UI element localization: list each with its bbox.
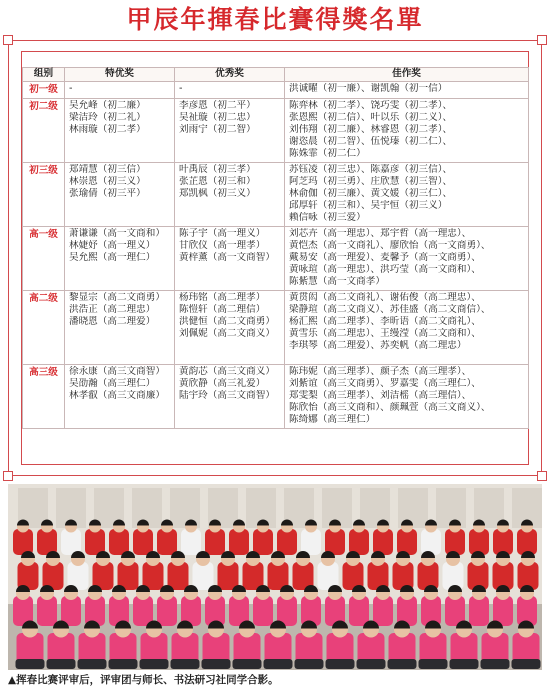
person-body bbox=[109, 529, 129, 555]
person-legs bbox=[171, 659, 200, 669]
winner-entry: 刘紫谊（高三文商勇）、罗嘉雯（高三理仁）、 bbox=[289, 378, 481, 390]
person-body bbox=[393, 562, 414, 590]
person-body bbox=[349, 596, 369, 626]
winner-entry: 叶禹辰（初三孝） bbox=[179, 164, 256, 176]
person-body bbox=[445, 529, 465, 555]
table-row bbox=[23, 163, 529, 227]
winner-entry: 吴祉璇（初二忠） bbox=[179, 112, 256, 124]
winner-entry: 张芷恩（初三和） bbox=[179, 176, 256, 188]
winner-entry: 陈玮妮（高三理孝）、颜子杰（高三理孝）、 bbox=[289, 366, 472, 378]
grade-cell: 初三级 bbox=[23, 163, 65, 227]
winner-entry: 潘晓恩（高二理爱） bbox=[69, 316, 156, 328]
excellent-award-cell bbox=[175, 365, 285, 429]
winner-entry: 甘欣仪（高一理孝） bbox=[179, 240, 266, 252]
person-legs bbox=[512, 659, 541, 669]
person-legs bbox=[109, 659, 138, 669]
person-body bbox=[205, 529, 225, 555]
winner-entry: 黄恺杰（高一文商礼）、廖欣怡（高一文商勇）、 bbox=[289, 240, 491, 252]
excellent-award-cell bbox=[175, 82, 285, 99]
person-body bbox=[133, 596, 153, 626]
winner-entry: 洪健恒（高二文商勇） bbox=[179, 316, 275, 328]
excellent-award-cell bbox=[175, 163, 285, 227]
winner-entry: 苏钰凌（初三忠）、陈嘉彦（初三信）、 bbox=[289, 164, 453, 176]
person-legs bbox=[202, 659, 231, 669]
winner-entry: 张瑜倩（初三平） bbox=[69, 188, 146, 200]
winner-entry: 陈紫慧（高一文商孝） bbox=[289, 276, 385, 288]
winner-entry: 黄咏瑄（高一理忠）、洪巧莹（高一文商和）、 bbox=[289, 264, 481, 276]
person-legs bbox=[419, 659, 448, 669]
winner-entry: 萧谦谦（高一文商和） bbox=[69, 228, 165, 240]
person-body bbox=[253, 529, 273, 555]
winner-entry: 阿芝玛（初三勇）、庄欣慧（初三智）、 bbox=[289, 176, 453, 188]
merit-award-cell bbox=[285, 227, 529, 291]
person-legs bbox=[47, 659, 76, 669]
winner-entry: 张恩熙（初二信）、叶以乐（初二义）、 bbox=[289, 112, 453, 124]
winner-entry: 陈弈林（初二孝）、饶巧雯（初二孝）、 bbox=[289, 100, 453, 112]
page-title: 甲辰年揮春比賽得獎名單 bbox=[126, 5, 424, 34]
person-legs bbox=[16, 659, 45, 669]
winner-entry: 黄梓薰（高一文商智） bbox=[179, 252, 275, 264]
special-award-cell bbox=[65, 163, 175, 227]
frame-corner bbox=[537, 471, 547, 481]
merit-award-cell bbox=[285, 163, 529, 227]
grade-cell: 高二级 bbox=[23, 291, 65, 365]
special-award-cell bbox=[65, 99, 175, 163]
winner-entry: 林雨璇（初二孝） bbox=[69, 124, 146, 136]
person-legs bbox=[357, 659, 386, 669]
winner-entry: 洪浩正（高二理忠） bbox=[69, 304, 156, 316]
header-merit-award: 佳作奖 bbox=[285, 68, 529, 82]
winner-entry: 林俞伽（初三廉）、黄文媛（初三仁）、 bbox=[289, 188, 453, 200]
person-body bbox=[421, 529, 441, 555]
table-row bbox=[23, 227, 529, 291]
winner-entry: 黄贯闳（高二文商礼）、谢佑俊（高二理忠）、 bbox=[289, 292, 481, 304]
table-row bbox=[23, 291, 529, 365]
winner-entry: 谢恣晨（初二智）、伍悦瑧（初二仁）、 bbox=[289, 136, 453, 148]
table-header-row bbox=[23, 68, 529, 82]
person-body bbox=[193, 562, 214, 590]
person-body bbox=[397, 529, 417, 555]
winner-entry: 刘雨宁（初二智） bbox=[179, 124, 256, 136]
person-body bbox=[373, 529, 393, 555]
person-body bbox=[229, 529, 249, 555]
table-row bbox=[23, 365, 529, 429]
person-body bbox=[13, 529, 33, 555]
special-award-cell bbox=[65, 227, 175, 291]
merit-award-cell bbox=[285, 82, 529, 99]
excellent-award-cell bbox=[175, 99, 285, 163]
winner-entry: 陈子宇（高一理义） bbox=[179, 228, 266, 240]
person-body bbox=[37, 596, 57, 626]
winner-entry: 陈欣怡（高三文商和）、颜珮萱（高三文商义）、 bbox=[289, 402, 491, 414]
table-row bbox=[23, 99, 529, 163]
winner-entry: 陆宇玲（高三文商智） bbox=[179, 390, 275, 402]
header-excellent-award: 优秀奖 bbox=[175, 68, 285, 82]
winner-entry: 陈愷轩（高二理信） bbox=[179, 304, 266, 316]
merit-award-cell bbox=[285, 291, 529, 365]
winner-entry: 林孝叡（高三文商廉） bbox=[69, 390, 165, 402]
winner-entry: 梁洁玲（初二礼） bbox=[69, 112, 146, 124]
frame-corner bbox=[3, 471, 13, 481]
winner-entry: 李琪琴（高二理爱）、苏奕帆（高二理忠） bbox=[289, 340, 467, 352]
winner-entry: 郑靖慧（初三信） bbox=[69, 164, 146, 176]
grade-cell: 高三级 bbox=[23, 365, 65, 429]
special-award-cell bbox=[65, 365, 175, 429]
person-legs bbox=[78, 659, 107, 669]
winner-entry: 梁静瑄（高二文商义）、苏佳盛（高二文商信）、 bbox=[289, 304, 491, 316]
special-award-cell bbox=[65, 82, 175, 99]
winner-entry: 陈绮娜（高三理仁） bbox=[289, 414, 376, 426]
person-body bbox=[157, 596, 177, 626]
winner-entry: 黄欣静（高三礼爱） bbox=[179, 378, 266, 390]
merit-award-cell bbox=[285, 365, 529, 429]
merit-award-cell bbox=[285, 99, 529, 163]
winner-entry: 徐永康（高三文商智） bbox=[69, 366, 165, 378]
frame-corner bbox=[3, 35, 13, 45]
person-legs bbox=[450, 659, 479, 669]
winner-entry: - bbox=[179, 83, 183, 94]
person-body bbox=[181, 529, 201, 555]
person-body bbox=[133, 529, 153, 555]
person-body bbox=[218, 562, 239, 590]
winner-entry: 陈姝霏（初二仁） bbox=[289, 148, 366, 160]
winner-entry: 郑凯枫（初三义） bbox=[179, 188, 256, 200]
excellent-award-cell bbox=[175, 227, 285, 291]
group-photo-illustration bbox=[8, 484, 542, 670]
person-legs bbox=[481, 659, 510, 669]
person-legs bbox=[233, 659, 262, 669]
person-legs bbox=[264, 659, 293, 669]
winner-entry: 黄韵芯（高三文商义） bbox=[179, 366, 275, 378]
excellent-award-cell bbox=[175, 291, 285, 365]
winner-entry: 郑雯梨（高三理孝）、刘洁榣（高三理信）、 bbox=[289, 390, 472, 402]
winner-entry: 洪诚曜（初一廉）、谢凯翰（初一信） bbox=[289, 83, 448, 94]
special-award-cell bbox=[65, 291, 175, 365]
winner-entry: 林崇恩（初三义） bbox=[69, 176, 146, 188]
winner-entry: 林婕妤（高一理义） bbox=[69, 240, 156, 252]
grade-cell: 高一级 bbox=[23, 227, 65, 291]
winner-entry: 刘芯卉（高一理忠）、郑宇哲（高一理忠）、 bbox=[289, 228, 472, 240]
person-body bbox=[253, 596, 273, 626]
person-legs bbox=[388, 659, 417, 669]
header-grade: 组别 bbox=[23, 68, 65, 82]
group-photo bbox=[8, 484, 542, 670]
winner-entry: 刘伟翔（初二廉）、林睿恩（初二孝）、 bbox=[289, 124, 453, 136]
grade-cell: 初一级 bbox=[23, 82, 65, 99]
person-body bbox=[373, 596, 393, 626]
winner-entry: - bbox=[69, 83, 73, 94]
header-special-award: 特优奖 bbox=[65, 68, 175, 82]
person-body bbox=[168, 562, 189, 590]
grade-cell: 初二级 bbox=[23, 99, 65, 163]
winner-entry: 邱厚轩（初三和）、吴宇恒（初三义） bbox=[289, 200, 448, 212]
person-legs bbox=[140, 659, 169, 669]
person-body bbox=[277, 529, 297, 555]
frame-corner bbox=[537, 35, 547, 45]
winner-entry: 吴允熙（高一理仁） bbox=[69, 252, 156, 264]
winner-entry: 赖信咏（初三爱） bbox=[289, 212, 366, 224]
winner-entry: 杨玮铭（高二理孝） bbox=[179, 292, 266, 304]
photo-caption: ▲挥春比赛评审后，评审团与师长、书法研习社同学合影。 bbox=[8, 674, 279, 686]
winner-entry: 黎显宗（高二文商勇） bbox=[69, 292, 165, 304]
winner-entry: 吴允峰（初二廉） bbox=[69, 100, 146, 112]
table-row bbox=[23, 82, 529, 99]
winner-entry: 杨汇熙（高二理孝）、李昕语（高二文商礼）、 bbox=[289, 316, 481, 328]
winner-entry: 吴劭瀚（高三理仁） bbox=[69, 378, 156, 390]
winner-entry: 李彦恩（初二平） bbox=[179, 100, 256, 112]
person-legs bbox=[326, 659, 355, 669]
person-legs bbox=[295, 659, 324, 669]
winner-entry: 刘佩妮（高二文商义） bbox=[179, 328, 275, 340]
winner-entry: 戴易安（高一理爱）、麦馨予（高一文商勇）、 bbox=[289, 252, 481, 264]
person-body bbox=[469, 596, 489, 626]
winner-entry: 黄雪乐（高二理忠）、王缦滢（高二文商和）、 bbox=[289, 328, 481, 340]
person-body bbox=[157, 529, 177, 555]
awards-table bbox=[22, 67, 529, 429]
